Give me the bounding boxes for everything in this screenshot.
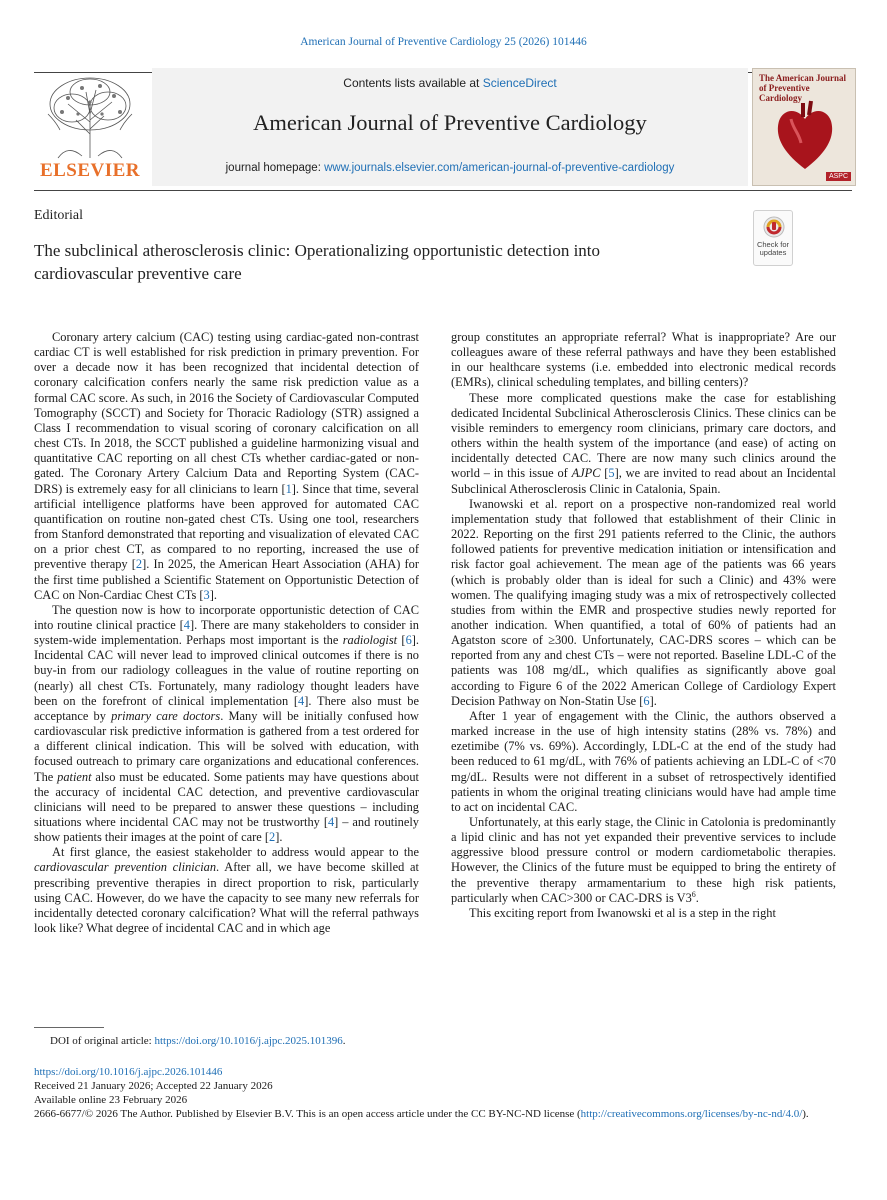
citation-link[interactable]: 6 <box>405 633 412 648</box>
text-run: . Many will be initially confused how cardiovascular risk predictive information is gathered from a test ordered for a different clinical indication. This will be solved with education, with focused outreach to primary care organizations and educational conferences. The <box>34 708 419 784</box>
journal-masthead <box>152 68 748 186</box>
text-run: [ <box>600 466 609 481</box>
text-run: ]. <box>649 693 657 708</box>
original-doi-link[interactable]: https://doi.org/10.1016/j.ajpc.2025.101396 <box>154 1035 343 1047</box>
paragraph <box>451 391 836 497</box>
contents-line <box>152 76 748 90</box>
text-run: . After all, we have become skilled at prescribing preventive therapies in direct proportion to risk, particularly using CAC. However, do we have the capacity to see many new referrals for incidentally detected coronary calcification? What will the referral pathways look like? What degree of incidental CAC and in which age <box>34 860 420 936</box>
citation-link[interactable]: 1 <box>285 481 292 496</box>
elsevier-wordmark: ELSEVIER <box>39 160 141 181</box>
section-label: Editorial <box>34 208 83 223</box>
text-run: Unfortunately, at this early stage, the Clinic in Catolonia is predominantly a lipid clinic and has not yet expanded their preventive services to include aggressive blood pressure control or modern cardiometabolic therapies. However, the Clinics of the future must be equipped to bring the entirety of the preventive therapy armamentarium to these high risk patients, particularly when CAC>300 or CAC-DRS is V3 <box>451 815 836 905</box>
homepage-line <box>152 162 748 174</box>
text-run: ]. Since that time, several artificial intelligence platforms have been approved for automated CAC quantification on routine non-gated chest CTs. Using one tool, researchers from Stanford demonstrated that reporting and visualization of elevated CAC on a prior chest CT, as compared to no reporting, increased the use of preventive therapy [ <box>34 481 419 572</box>
paragraph: group constitutes an appropriate referral? What is inappropriate? Are our colleagues aware of these referral pathways and have they been established in our healthcare systems (i.e. embedded into electronic medical records (EMRs), clinical scheduling templates, and billing centers)? <box>451 330 836 390</box>
license-link[interactable]: http://creativecommons.org/licenses/by-nc-nd/4.0/ <box>580 1108 803 1120</box>
text-run: ]. <box>209 587 217 602</box>
paragraph <box>34 845 419 936</box>
journal-reference[interactable]: American Journal of Preventive Cardiology 25 (2026) 101446 <box>300 36 587 48</box>
text-run: The question now is how to incorporate opportunistic detection of CAC into routine clinical practice [ <box>34 602 419 632</box>
journal-title: American Journal of Preventive Cardiology <box>253 110 647 135</box>
article-footer <box>34 1034 854 1121</box>
homepage-link[interactable]: www.journals.elsevier.com/american-journal-of-preventive-cardiology <box>324 162 675 174</box>
body-column-right <box>451 330 836 921</box>
text-run: Coronary artery calcium (CAC) testing using cardiac-gated non-contrast cardiac CT is well established for risk prediction in primary prevention. For over a decade now it has been recognized that incidental detection of coronary calcification confers nearly the same risk prediction value as a formal CAC score. As such, in 2016 the Society of Cardiovascular Computed Tomography (SCCT) and Society for Thoracic Radiology (STR) assigned a Class I recommendation to visual scoring of coronary calcification on all chest CTs. In 2018, the SCCT published a guideline harmonizing visual and quantitative CAC reporting on all chest CTs whether cardiac-gated or non-gated. The Coronary Artery Calcium Data and Reporting System (CAC-DRS) is extremely easy for all clinicians to learn [ <box>34 330 419 496</box>
text-run: [ <box>397 633 406 648</box>
text-run: ). <box>802 1108 809 1120</box>
cover-title: The American Journal of Preventive Cardiology <box>759 73 846 103</box>
text-run: ] – and routinely show patients their images at the point of care [ <box>34 815 419 845</box>
elsevier-tree-icon <box>38 74 142 160</box>
text-run: . <box>342 1035 346 1047</box>
superscript: 6 <box>691 889 696 899</box>
citation-link[interactable]: 5 <box>608 466 615 481</box>
available-date: Available online 23 February 2026 <box>34 1094 188 1106</box>
emphasis: primary care doctors <box>111 708 221 723</box>
text-run: DOI of original article: <box>50 1035 155 1047</box>
text-run: At first glance, the easiest stakeholder to address would appear to the <box>52 845 419 860</box>
citation-link[interactable]: 2 <box>269 830 276 845</box>
original-doi-note <box>50 1034 854 1048</box>
cover-badge: ASPC <box>826 172 851 181</box>
citation-link[interactable]: 2 <box>135 557 143 572</box>
citation-link[interactable]: 4 <box>298 693 305 708</box>
text-run: These more complicated questions make the case for establishing dedicated Incidental Subclinical Atherosclerosis Clinics. These clinics can be visible reminders to emergency room clinicians, primary care doctors, and others within the health system of the importance (and ease) of acting on incidentally detected CAC. There are now many such clinics around the world – in this issue of <box>451 390 836 481</box>
citation-link[interactable]: 6 <box>643 693 650 708</box>
emphasis: AJPC <box>571 466 601 481</box>
contents-prefix: Contents lists available at <box>343 76 483 90</box>
text-run: . <box>695 890 699 905</box>
header-bottom-rule <box>34 190 852 191</box>
check-for-updates-button[interactable] <box>753 210 793 266</box>
homepage-prefix: journal homepage: <box>225 162 325 174</box>
check-updates-label: Check for updates <box>756 240 790 257</box>
paragraph <box>34 330 419 603</box>
emphasis: patient <box>57 769 92 784</box>
text-run: ]. There are many stakeholders to consider in system-wide implementation. Perhaps most important is the <box>34 617 419 648</box>
text-run: ], we are invited to read about an Incidental Subclinical Atherosclerosis Clinic in Catalonia, Spain. <box>451 466 836 496</box>
emphasis: radiologist <box>342 633 398 648</box>
heart-icon <box>773 99 837 173</box>
journal-header <box>34 68 856 186</box>
text-run: ]. Incidental CAC will never lead to improved clinical outcomes if there is no buy-in from our radiology colleagues in the value of routine reporting on (nearly) all chest CTs. Fortunately, many radiology thought leaders have been on the forefront of clinical implementation [ <box>34 633 419 708</box>
article-title: The subclinical atherosclerosis clinic: Operationalizing opportunistic detection into cardiovascular preventive care <box>34 241 601 283</box>
text-run: ]. There also must be acceptance by <box>34 693 419 723</box>
paragraph: After 1 year of engagement with the Clinic, the authors observed a marked increase in the use of high intensity statins (28% vs. 78%) and ezetimibe (7% vs. 69%). Accordingly, LDL-C at the end of the study had been reduced to 61 mg/dL, with 76% of patients achieving an LDL-C of <70 mg/dL. Results were not different in a subset of retrospectively identified patients in whom the original treating clinicians would have had ample time to act on incidental CAC. <box>451 708 836 814</box>
elsevier-logo <box>34 68 146 186</box>
text-run: ]. <box>275 830 283 845</box>
text-run: 2666-6677/© 2026 The Author. Published by Elsevier B.V. This is an open access article under the CC BY-NC-ND license ( <box>34 1108 581 1120</box>
text-run: Iwanowski et al. report on a prospective non-randomized real world implementation study that followed that establishment of their Clinic in 2022. Reporting on the first 291 patients referred to the Clinic, the authors followed patients for preventive medication initiation or intensification and risk factor goal achievement. The mean age of the patients was 66 years (which is probably older than is ideal for such a Clinic) and 43% were women. The qualifying imaging study was a mix of retrospectively collected studies from within the EMR and prospective studies newly reported for another indication. When quantified, a total of 60% of patients had an Agatston score of ≥300. Unfortunately, CAC-DRS scores – which can be reported from any and chest CTs – were not reported. Baseline LDL-C of the patients was 108 mg/dL, which qualifies as significantly above goal according to Figure 6 of the 2022 American College of Cardiology Expert Decision Pathway on Non-Statin Use [ <box>451 496 836 708</box>
citation-link[interactable]: 3 <box>203 587 210 602</box>
body-column-left <box>34 330 419 936</box>
paragraph: This exciting report from Iwanowski et al is a step in the right <box>469 905 776 920</box>
sciencedirect-link[interactable]: ScienceDirect <box>482 76 557 90</box>
license-note <box>34 1107 854 1121</box>
paragraph <box>451 497 836 709</box>
article-doi-link[interactable]: https://doi.org/10.1016/j.ajpc.2026.101446 <box>34 1066 223 1078</box>
citation-link[interactable]: 4 <box>327 815 335 829</box>
citation-link[interactable]: 4 <box>183 617 190 632</box>
emphasis: cardiovascular prevention clinician <box>34 860 217 875</box>
paragraph <box>451 815 836 906</box>
text-run: ]. In 2025, the American Heart Association (AHA) for the first time published a Scientific Statement on Opportunistic Detection of CAC on Non-Cardiac Chest CTs [ <box>34 557 419 602</box>
footnote-rule <box>34 1027 104 1028</box>
text-run: also must be educated. Some patients may have questions about the accuracy of incidental CAC detection, and preventive cardiovascular clinicians will need to be prepared to answer these questions – including situations where incidental CAC may not be trustworthy [ <box>34 769 419 829</box>
journal-cover[interactable] <box>752 68 856 186</box>
paragraph <box>34 603 419 846</box>
received-date: Received 21 January 2026; Accepted 22 January 2026 <box>34 1080 273 1092</box>
check-updates-icon <box>763 216 785 238</box>
